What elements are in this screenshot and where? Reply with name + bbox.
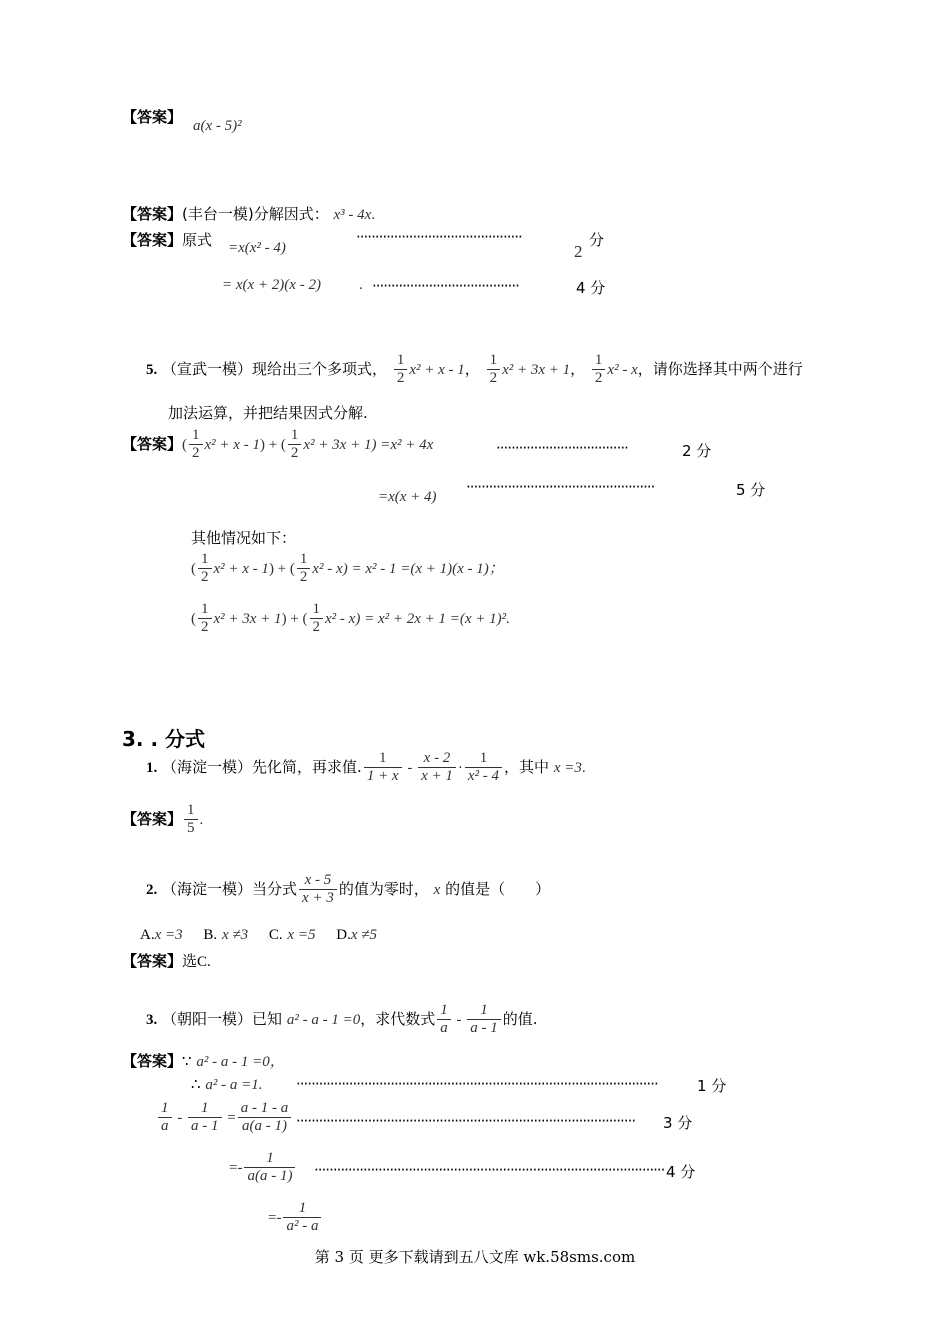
polynomial-1: x² + x - 1 (204, 436, 260, 453)
fraction-numerator: a - 1 - a (238, 1100, 292, 1118)
sum-result: ) =x² + 4x (371, 436, 434, 453)
because-expression: a² - a - 1 =0， (196, 1054, 285, 1070)
polynomial-3: x² - x (325, 610, 356, 627)
yuanshi-label: 原式 (182, 231, 213, 249)
fraction-denominator: 2 (201, 569, 209, 586)
case2-result: ) = x² + 2x + 1 =(x + 1)². (355, 610, 510, 627)
fraction-denominator: 2 (290, 445, 299, 462)
score-5: 5 分 (736, 481, 766, 499)
other-cases-label: 其他情况如下： (191, 529, 297, 547)
fraction-numerator: 1 (467, 1002, 501, 1020)
fraction-denominator: 2 (201, 619, 209, 636)
score-unit: 分 (589, 231, 605, 249)
step4-line: =- $\frac{1}{a(a - 1)}$ (229, 1150, 297, 1186)
therefore-symbol: ∴ (191, 1077, 201, 1093)
question-3-1: 1. （海淀一模）先化简，再求值. $\frac{1}{1 + x}$ - $\frac{x - 2}{x + 1}$ · $\frac{1}{\text{x² - 4}}$ ，其中 x =3. (146, 750, 586, 785)
fraction-denominator: 2 (396, 370, 405, 387)
question-text: （朝阳一模）已知 (162, 1009, 283, 1028)
case1-result: ) = x² - 1 =(x + 1)(x - 1)； (342, 560, 504, 577)
condition: a² - a - 1 =0 (286, 1011, 361, 1028)
fraction-denominator: x + 1 (421, 768, 453, 785)
fraction-denominator: a(a - 1) (247, 1168, 293, 1185)
polynomial-2: x² + 3x + 1 (502, 361, 571, 378)
fraction-numerator: 1 (288, 427, 302, 445)
score-2: 2 分 (682, 442, 712, 460)
answer-line: 【答案】 $\frac{1}{5}$ . (122, 802, 204, 837)
question-line: 【答案】(丰台一模)分解因式： x³ - 4x. (122, 205, 376, 223)
fraction-denominator: 2 (312, 619, 321, 636)
fraction-denominator: x² - 4 (467, 768, 500, 785)
question-number: 1. (146, 759, 158, 776)
answer-label: 【答案】 (122, 1052, 183, 1070)
fraction-denominator: a² - a (286, 1218, 319, 1235)
question-text: （海淀一模）当分式 (162, 879, 298, 898)
fraction-denominator: 1 + x (366, 768, 399, 785)
question-3-3: 3. （朝阳一模）已知 a² - a - 1 =0，求代数式 $\frac{1}{a}$ - $\frac{1}{a - 1}$ 的值. (146, 1002, 538, 1037)
step3-line: $\frac{1}{a}$ - $\frac{1}{a - 1}$ = $\frac{a - 1 - a}{a(a - 1)}$ (156, 1100, 293, 1136)
leader-dots: ································································································ (296, 1075, 658, 1093)
question-number: 2. (146, 881, 158, 898)
question-number: 5. (146, 361, 158, 378)
question-text: 的值是（ ） (445, 879, 551, 898)
option-b-label: B. (203, 927, 218, 943)
therefore-expression: a² - a =1. (205, 1077, 263, 1093)
answer-label: 【答案】 (122, 108, 183, 126)
fraction-numerator: 1 (283, 1200, 321, 1218)
step2-score: 4 分 (576, 279, 606, 297)
step1-expression: =x(x² - 4) (228, 240, 286, 256)
fraction-denominator: x + 3 (302, 890, 334, 907)
option-c: x =5 (287, 927, 316, 943)
question-text: ，请你选择其中两个进行 (637, 359, 803, 378)
case-1: ( $\frac{1}{2}$ x² + x - 1) + ( $\frac{1}{2}$ x² - x) = x² - 1 =(x + 1)(x - 1)； (191, 551, 504, 586)
step1-score: 2 (574, 242, 583, 261)
leader-dots: ··································· (496, 439, 628, 457)
leader-dots: ············································ (356, 228, 522, 246)
option-a-label: A. (140, 927, 155, 943)
score-4: 4 分 (666, 1163, 696, 1181)
fraction-numerator: 1 (310, 601, 324, 619)
answer-label: 【答案】 (122, 952, 183, 970)
fraction-numerator: 1 (437, 1002, 451, 1020)
option-b: x ≠3 (221, 927, 249, 943)
fraction-numerator: 1 (394, 352, 408, 370)
condition: x =3 (553, 759, 582, 776)
option-d: x ≠5 (350, 927, 377, 943)
fraction-numerator: 1 (465, 750, 502, 768)
fraction-denominator: 5 (187, 820, 195, 837)
fraction-numerator: 1 (592, 352, 606, 370)
question-number: 3. (146, 1011, 158, 1028)
leader-dots: ·························································································· (296, 1112, 636, 1130)
fraction-denominator: a(a - 1) (241, 1118, 287, 1135)
section-heading: 3. . 分式 (122, 727, 206, 751)
answer-line (122, 1050, 285, 1071)
score-3: 3 分 (663, 1114, 693, 1132)
question-text: ，其中 (504, 757, 550, 776)
fraction-numerator: 1 (487, 352, 501, 370)
fraction-numerator: 1 (297, 551, 311, 569)
question-text: 的值. (502, 1009, 538, 1028)
case-2: ( $\frac{1}{2}$ x² + 3x + 1) + ( $\frac{1}{2}$ x² - x) = x² + 2x + 1 =(x + 1)². (191, 601, 510, 636)
fraction-numerator: 1 (188, 1100, 222, 1118)
fraction-denominator: a (161, 1118, 169, 1135)
page-footer: 第 3 页 更多下载请到五八文库 wk.58sms.com (314, 1248, 636, 1266)
fraction-numerator: x - 5 (299, 872, 337, 890)
question-text: 的值为零时， (338, 879, 429, 898)
answer-label: 【答案】 (122, 809, 183, 828)
score-1: 1 分 (697, 1077, 727, 1095)
choose-label: 选 (182, 952, 198, 970)
answer-line: 【答案】( $\frac{1}{2}$ x² + x - 1) + ( $\frac{1}{2}$ x² + 3x + 1) =x² + 4x (122, 427, 434, 462)
fraction-denominator: a (440, 1020, 448, 1037)
polynomial-1: x² + x - 1 (409, 361, 465, 378)
question-3-2 (146, 872, 550, 908)
options-row (140, 925, 377, 944)
factored-result: =x(x + 4) (378, 489, 437, 505)
answer-line (122, 229, 212, 250)
step2-expression: = x(x + 2)(x - 2) (222, 277, 321, 293)
answer-choice: C. (197, 954, 211, 970)
leader-dots: ······································· (372, 277, 519, 295)
fraction-denominator: 2 (489, 370, 498, 387)
polynomial-2: x² + 3x + 1 (213, 610, 282, 627)
fraction-denominator: 2 (594, 370, 603, 387)
answer-label: 【答案】 (122, 205, 183, 223)
variable: x (433, 881, 441, 898)
answer-label: 【答案】 (122, 434, 183, 453)
fraction-numerator: x - 2 (418, 750, 456, 768)
because-symbol: ∵ (182, 1054, 192, 1070)
polynomial-1: x² + x - 1 (213, 560, 269, 577)
fraction-numerator: 1 (244, 1150, 295, 1168)
fraction-denominator: a - 1 (470, 1020, 498, 1037)
step5-line: =- $\frac{1}{\text{a² - a}}$ (268, 1200, 323, 1236)
fraction-numerator: 1 (198, 551, 212, 569)
question-text: （宣武一模）现给出三个多项式， (162, 359, 388, 378)
option-c-label: C. (268, 927, 283, 943)
fraction-denominator: 2 (192, 445, 200, 462)
answer-label: 【答案】 (122, 231, 183, 249)
fraction-numerator: 1 (184, 802, 198, 820)
fraction-denominator: a - 1 (191, 1118, 219, 1135)
fraction-numerator: 1 (158, 1100, 172, 1118)
question-expression: x³ - 4x (333, 207, 372, 223)
fraction-numerator: 1 (364, 750, 402, 768)
question-text: (丰台一模)分解因式： (182, 205, 329, 223)
fraction-denominator: 2 (299, 569, 308, 586)
polynomial-3: x² - x (312, 560, 343, 577)
leader-dots: ·················································· (466, 478, 655, 496)
therefore-line (191, 1075, 262, 1094)
question-text: ，求代数式 (360, 1009, 436, 1028)
question-text-line2: 加法运算，并把结果因式分解. (168, 404, 368, 422)
fraction-numerator: 1 (189, 427, 203, 445)
question-5: 5. （宣武一模）现给出三个多项式， $\frac{1}{2}$ x² + x - 1， $\frac{1}{2}$ x² + 3x + 1， $\frac{1}{2}$ x² - x，请你选择其中两个进行 (146, 352, 803, 387)
question-text: （海淀一模）先化简，再求值. (162, 757, 362, 776)
leader-dots: ····························································································· (314, 1161, 665, 1179)
fraction-numerator: 1 (198, 601, 212, 619)
option-d-label: D. (336, 927, 351, 943)
answer-expression: a(x - 5)² (193, 118, 242, 134)
option-a: x =3 (154, 927, 183, 943)
polynomial-2: x² + 3x + 1 (303, 436, 372, 453)
answer-line (122, 950, 211, 971)
polynomial-3: x² - x (607, 361, 638, 378)
